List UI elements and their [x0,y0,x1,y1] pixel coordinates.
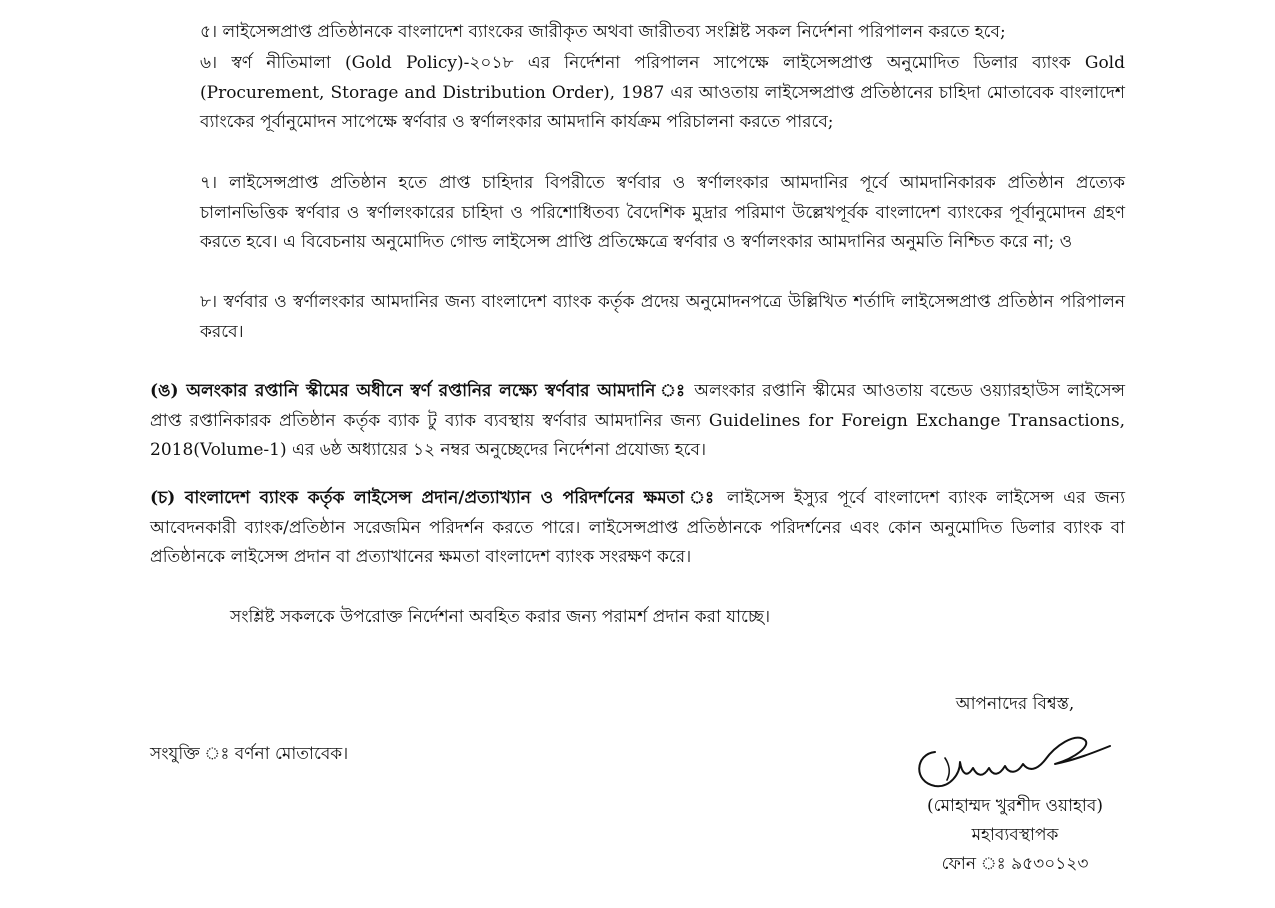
signatory-phone: ফোন ঃ ৯৫৩০১২৩ [941,854,1089,874]
signatory-greeting: আপনাদের বিশ্বস্ত, [955,694,1075,714]
section-jewellery-export-heading: (ঙ) অলংকার রপ্তানি স্কীমের অধীনে স্বর্ণ রপ্তানির লক্ষ্যে স্বর্ণবার আমদানি ঃ [150,381,687,401]
clause-item-7: ৭। লাইসেন্সপ্রাপ্ত প্রতিষ্ঠান হতে প্রাপ্ত চাহিদার বিপরীতে স্বর্ণবার ও স্বর্ণালংকার আমদানির পূর্বে আমদানিকারক প্রতিষ্ঠান প্রত্যেক চালানভিত্তিক স্বর্ণবার ও স্বর্ণালংকারের চাহিদা ও পরিশোধিতব্য বৈদেশিক মুদ্রার পরিমাণ উল্লেখপূর্বক বাংলাদেশ ব্যাংকের পূর্বানুমোদন গ্রহণ করতে হবে। এ বিবেচনায় অনুমোদিত গোল্ড লাইসেন্স প্রাপ্তি প্রতিক্ষেত্রে স্বর্ণবার ও স্বর্ণালংকার আমদানির অনুমতি নিশ্চিত করে না; ও [200,173,1125,252]
section-jewellery-export-body: অলংকার রপ্তানি স্কীমের আওতায় বন্ডেড ওয়্যারহাউস লাইসেন্স প্রাপ্ত রপ্তানিকারক প্রতিষ্ঠান কর্তৃক ব্যাক টু ব্যাক ব্যবস্থায় স্বর্ণবার আমদানির জন্য Guidelines for Foreign Exchange Transactions, 2018(Volume-1) এর ৬ষ্ঠ অধ্যায়ের ১২ নম্বর অনুচ্ছেদের নির্দেশনা প্রযোজ্য হবে। [150,381,1125,460]
clause-item-5: ৫। লাইসেন্সপ্রাপ্ত প্রতিষ্ঠানকে বাংলাদেশ ব্যাংকের জারীকৃত অথবা জারীতব্য সংশ্লিষ্ট সকল নির্দেশনা পরিপালন করতে হবে; [200,22,1006,42]
clause-item-8: ৮। স্বর্ণবার ও স্বর্ণালংকার আমদানির জন্য বাংলাদেশ ব্যাংক কর্তৃক প্রদেয় অনুমোদনপত্রে উল্লিখিত শর্তাদি লাইসেন্সপ্রাপ্ত প্রতিষ্ঠান পরিপালন করবে। [200,292,1125,342]
signature-image [905,712,1120,792]
section-jewellery-export [150,377,1125,466]
closing-note: সংশ্লিষ্ট সকলকে উপরোক্ত নির্দেশনা অবহিত করার জন্য পরামর্শ প্রদান করা যাচ্ছে। [230,607,771,627]
section-license-authority-body: লাইসেন্স ইস্যুর পূর্বে বাংলাদেশ ব্যাংক লাইসেন্স এর জন্য আবেদনকারী ব্যাংক/প্রতিষ্ঠান সরেজমিন পরিদর্শন করতে পারে। লাইসেন্সপ্রাপ্ত প্রতিষ্ঠানকে পরিদর্শনের এবং কোন অনুমোদিত ডিলার ব্যাংক বা প্রতিষ্ঠানকে লাইসেন্স প্রদান বা প্রত্যাখানের ক্ষমতা বাংলাদেশ ব্যাংক সংরক্ষণ করে। [150,488,1125,567]
signatory-designation: মহাব্যবস্থাপক [971,825,1059,845]
signatory-name: (মোহাম্মদ খুরশীদ ওয়াহাব) [927,796,1103,816]
section-license-authority-heading: (চ) বাংলাদেশ ব্যাংক কর্তৃক লাইসেন্স প্রদান/প্রত্যাখ্যান ও পরিদর্শনের ক্ষমতা ঃ [150,488,718,508]
enclosure-note: সংযুক্তি ঃ বর্ণনা মোতাবেক। [150,744,349,764]
section-license-authority [150,484,1125,573]
clause-item-6: ৬। স্বর্ণ নীতিমালা (Gold Policy)-২০১৮ এর নির্দেশনা পরিপালন সাপেক্ষে লাইসেন্সপ্রাপ্ত অনুমোদিত ডিলার ব্যাংক Gold (Procurement, Storage and Distribution Order), 1987 এর আওতায় লাইসেন্সপ্রাপ্ত প্রতিষ্ঠানের চাহিদা মোতাবেক বাংলাদেশ ব্যাংকের পূর্বানুমোদন সাপেক্ষে স্বর্ণবার ও স্বর্ণালংকার আমদানি কার্যক্রম পরিচালনা করতে পারবে; [200,53,1125,132]
